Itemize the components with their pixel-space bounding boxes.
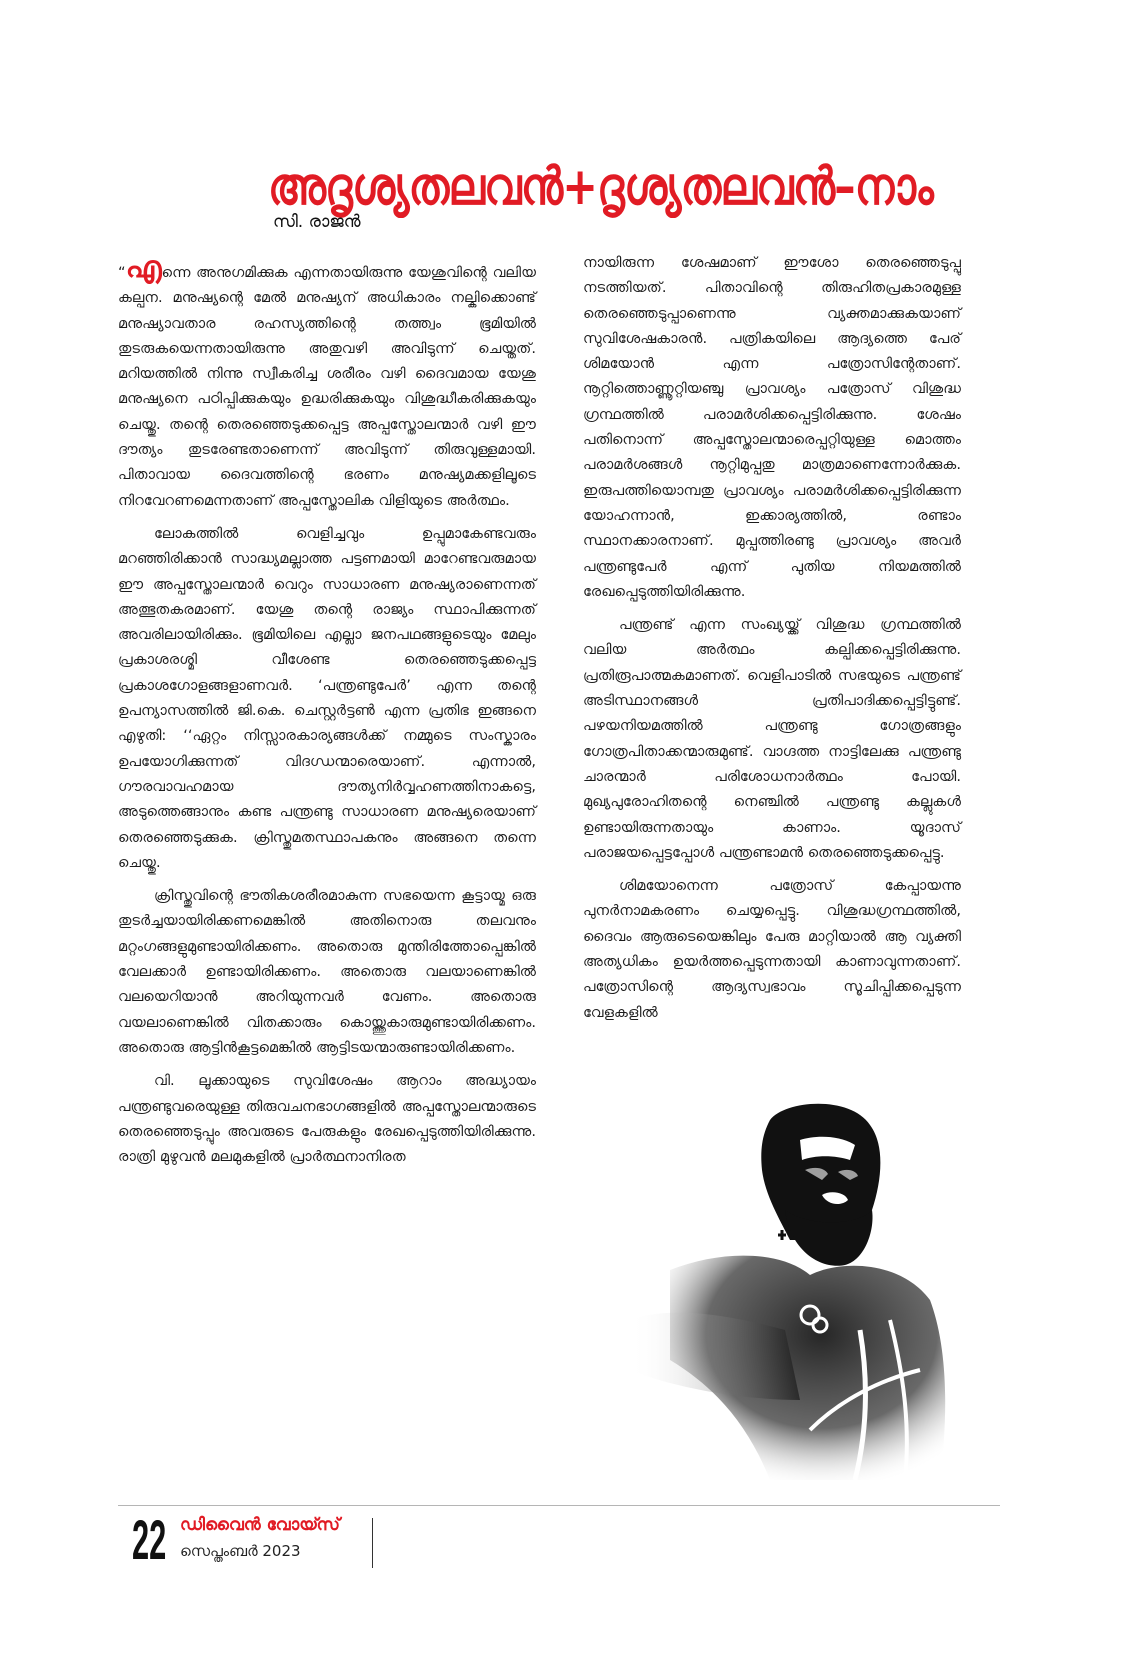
- open-quote: “: [118, 264, 126, 281]
- footer-separator: [372, 1518, 373, 1568]
- author-byline: സി. രാജൻ: [273, 212, 361, 232]
- article-paragraph: പന്ത്രണ്ട് എന്ന സംഖ്യയ്ക്ക് വിശുദ്ധ ഗ്രന്ഥത്തിൽ വലിയ അർത്ഥം കല്പിക്കപ്പെട്ടിരിക്കുന്നു. പ്രതിരൂപാത്മകമാണത്. വെളിപാടിൽ സഭയുടെ പന്ത്രണ്ട് അടിസ്ഥാനങ്ങൾ പ്രതിപാദിക്കപ്പെട്ടിട്ടുണ്ട്. പഴയനിയമത്തിൽ പന്ത്രണ്ടു ഗോത്രങ്ങളും ഗോത്രപിതാക്കന്മാരുമുണ്ട്. വാഗ്ദത്ത നാട്ടിലേക്കു പന്ത്രണ്ടു ചാരന്മാർ പരിശോധനാർത്ഥം പോയി. മുഖ്യപുരോഹിതന്റെ നെഞ്ചിൽ പന്ത്രണ്ടു കല്ലുകൾ ഉണ്ടായിരുന്നതായും കാണാം. യൂദാസ് പരാജയപ്പെട്ടപ്പോൾ പന്ത്രണ്ടാമൻ തെരഞ്ഞെടുക്കപ്പെട്ടു.: [583, 616, 961, 861]
- article-column-left: [118, 250, 536, 1177]
- article-paragraph: [118, 250, 536, 513]
- footer-divider: [118, 1505, 1000, 1506]
- article-column-right: [583, 250, 961, 1033]
- article-title: അദൃശ്യതലവൻ+ദൃശ്യതലവൻ–നാം: [268, 156, 933, 217]
- article-paragraph: വി. ലൂക്കായുടെ സുവിശേഷം ആറാം അദ്ധ്യായം പന്ത്രണ്ടുവരെയുള്ള തിരുവചനഭാഗങ്ങളിൽ അപ്പസ്തോലന്മാരുടെ തെരഞ്ഞെടുപ്പും അവരുടെ പേരുകളും രേഖപ്പെടുത്തിയിരിക്കുന്നു. രാത്രി മുഴുവൻ മലമുകളിൽ പ്രാർത്ഥനാനിരത: [118, 1072, 536, 1166]
- issue-date: സെപ്തംബർ 2023: [180, 1542, 301, 1560]
- article-paragraph: നായിരുന്ന ശേഷമാണ് ഈശോ തെരഞ്ഞെടുപ്പു നടത്തിയത്. പിതാവിന്റെ തിരുഹിതപ്രകാരമുള്ള തെരഞ്ഞെടുപ്പാണെന്നു വ്യക്തമാക്കുകയാണ് സുവിശേഷകാരൻ. പത്രികയിലെ ആദ്യത്തെ പേര് ശിമയോൻ എന്ന പത്രോസിന്റേതാണ്. നൂറ്റിത്തൊണ്ണൂറ്റിയഞ്ചു പ്രാവശ്യം പത്രോസ് വിശുദ്ധ ഗ്രന്ഥത്തിൽ പരാമർശിക്കപ്പെട്ടിരിക്കുന്നു. ശേഷം പതിനൊന്ന് അപ്പസ്തോലന്മാരെപ്പറ്റിയുള്ള മൊത്തം പരാമർശങ്ങൾ നൂറ്റിമുപ്പതു മാത്രമാണെന്നോർക്കുക. ഇരുപത്തിയൊമ്പതു പ്രാവശ്യം പരാമർശിക്കപ്പെട്ടിരിക്കുന്ന യോഹന്നാൻ, ഇക്കാര്യത്തിൽ, രണ്ടാം സ്ഥാനക്കാരനാണ്. മുപ്പത്തിരണ്ടു പ്രാവശ്യം അവർ പന്ത്രണ്ടുപേർ എന്ന് പുതിയ നിയമത്തിൽ രേഖപ്പെടുത്തിയിരിക്കുന്നു.: [583, 254, 961, 600]
- page-number: 22: [132, 1508, 167, 1571]
- paragraph-text: ന്നെ അനുഗമിക്കുക എന്നതായിരുന്നു യേശുവിന്റെ വലിയ കല്പന. മനുഷ്യന്റെ മേൽ മനുഷ്യന് അധികാരം നല്കിക്കൊണ്ട് മനുഷ്യാവതാര രഹസ്യത്തിന്റെ തത്ത്വം ഭൂമിയിൽ തുടരുകയെന്നതായിരുന്നു അതുവഴി അവിടുന്ന് ചെയ്തത്. മറിയത്തിൽ നിന്നു സ്വീകരിച്ച ശരീരം വഴി ദൈവമായ യേശു മനുഷ്യനെ പഠിപ്പിക്കുകയും ഉദ്ധരിക്കുകയും വിശുദ്ധീകരിക്കുകയും ചെയ്തു. തന്റെ തെരഞ്ഞെടുക്കപ്പെട്ട അപ്പസ്തോലന്മാർ വഴി ഈ ദൗത്യം തുടരേണ്ടതാണെന്ന് അവിടുന്ന് തിരുവുള്ളമായി. പിതാവായ ദൈവത്തിന്റെ ഭരണം മനുഷ്യമക്കളിലൂടെ നിറവേറണമെന്നതാണ് അപ്പസ്തോലിക വിളിയുടെ അർത്ഥം.: [118, 264, 536, 509]
- article-paragraph: ശിമയോനെന്ന പത്രോസ് കേപ്പായന്നു പുനർനാമകരണം ചെയ്യപ്പെട്ടു. വിശുദ്ധഗ്രന്ഥത്തിൽ, ദൈവം ആരുടെയെങ്കിലും പേരു മാറ്റിയാൽ ആ വ്യക്തി അത്യധികം ഉയർത്തപ്പെടുന്നതായി കാണാവുന്നതാണ്. പത്രോസിന്റെ ആദ്യസ്വഭാവം സൂചിപ്പിക്കപ്പെടുന്ന വേളകളിൽ: [583, 877, 961, 1021]
- statue-illustration: [610, 1100, 990, 1480]
- article-paragraph: ക്രിസ്തുവിന്റെ ഭൗതികശരീരമാകുന്ന സഭയെന്ന കൂട്ടായ്മ ഒരു തുടർച്ചയായിരിക്കണമെങ്കിൽ അതിനൊരു തലവനും മറ്റംഗങ്ങളുമുണ്ടായിരിക്കണം. അതൊരു മുന്തിരിത്തോപ്പെങ്കിൽ വേലക്കാർ ഉണ്ടായിരിക്കണം. അതൊരു വലയാണെങ്കിൽ വലയെറിയാൻ അറിയുന്നവർ വേണം. അതൊരു വയലാണെങ്കിൽ വിതക്കാരും കൊയ്ത്തുകാരുമുണ്ടായിരിക്കണം. അതൊരു ആട്ടിൻകൂട്ടമെങ്കിൽ ആട്ടിടയന്മാരുണ്ടായിരിക്കണം.: [118, 887, 536, 1056]
- article-paragraph: ലോകത്തിൽ വെളിച്ചവും ഉപ്പുമാകേണ്ടവരും മറഞ്ഞിരിക്കാൻ സാദ്ധ്യമല്ലാത്ത പട്ടണമായി മാറേണ്ടവരുമായ ഈ അപ്പസ്തോലന്മാർ വെറും സാധാരണ മനുഷ്യരാണെന്നത് അത്ഭുതകരമാണ്. യേശു തന്റെ രാജ്യം സ്ഥാപിക്കുന്നത് അവരിലായിരിക്കും. ഭൂമിയിലെ എല്ലാ ജനപഥങ്ങളുടെയും മേലും പ്രകാശരശ്മി വീശേണ്ട തെരഞ്ഞെടുക്കപ്പെട്ട പ്രകാശഗോളങ്ങളാണവർ. ‘പന്ത്രണ്ടുപേർ’ എന്ന തന്റെ ഉപന്യാസത്തിൽ ജി.കെ. ചെസ്റ്റർട്ടൺ എന്ന പ്രതിഭ ഇങ്ങനെ എഴുതി: ‘‘ഏറ്റം നിസ്സാരകാര്യങ്ങൾക്ക് നമ്മുടെ സംസ്കാരം ഉപയോഗിക്കുന്നത് വിദഗ്ധന്മാരെയാണ്. എന്നാൽ, ഗൗരവാവഹമായ ദൗത്യനിർവ്വഹണത്തിനാകട്ടെ, അടുത്തെങ്ങാനും കണ്ട പന്ത്രണ്ടു സാധാരണ മനുഷ്യരെയാണ് തെരഞ്ഞെടുക്കുക. ക്രിസ്തുമതസ്ഥാപകനും അങ്ങനെ തന്നെ ചെയ്തു.: [118, 524, 536, 871]
- magazine-name: ഡിവൈൻ വോയ്സ്: [180, 1515, 340, 1535]
- drop-cap: എ: [125, 250, 162, 285]
